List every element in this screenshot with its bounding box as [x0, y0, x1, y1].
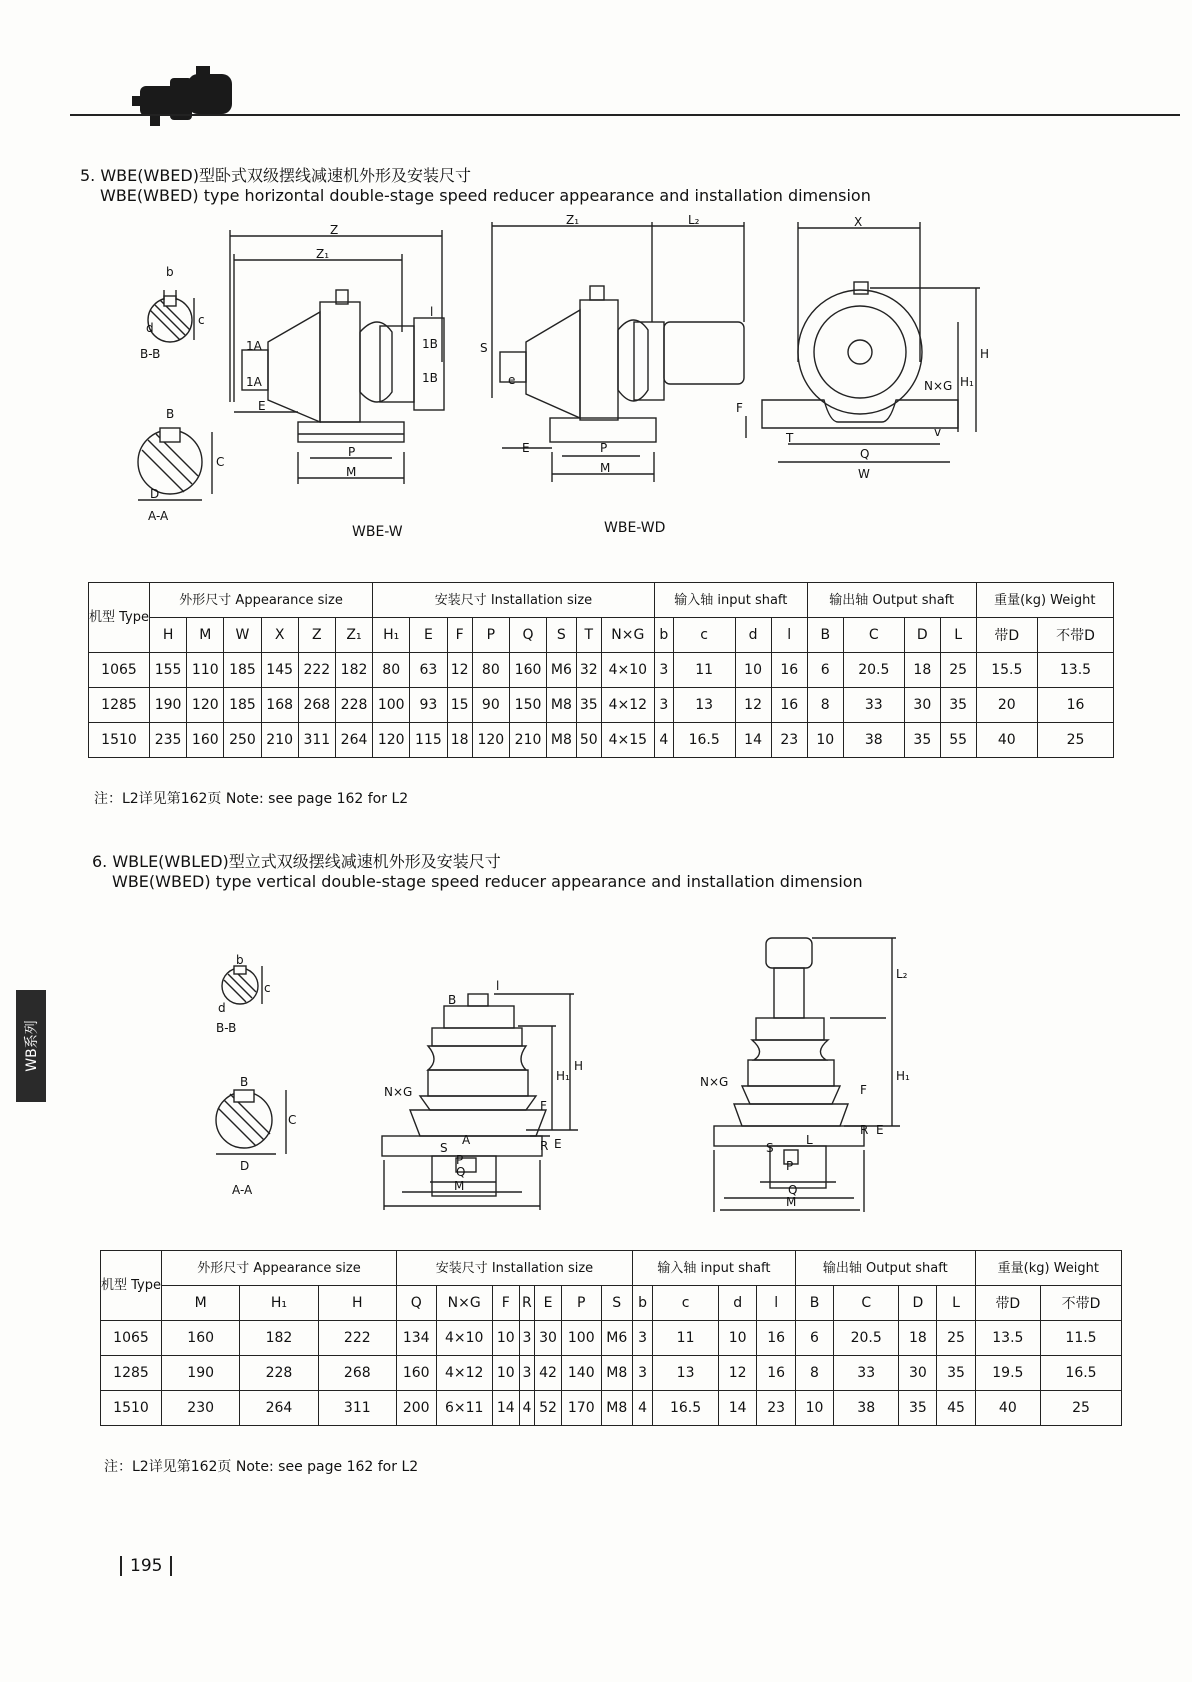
table-body [89, 653, 1114, 758]
value-cell: 10 [807, 723, 843, 758]
label-c: c [198, 313, 205, 327]
value-cell: 160 [187, 723, 224, 758]
label-s2: S [766, 1141, 774, 1155]
label-p: P [348, 445, 356, 459]
type-cell: 1065 [101, 1321, 162, 1356]
column-header: P [561, 1286, 601, 1321]
table-column-headers [89, 618, 1114, 653]
column-header: C [834, 1286, 899, 1321]
install-group-header: 安装尺寸 Installation size [396, 1251, 632, 1286]
table-row [89, 653, 1114, 688]
label-aa: A-A [232, 1183, 253, 1197]
value-cell: 3 [654, 688, 673, 723]
type-cell: 1510 [89, 723, 150, 758]
value-cell: 10 [492, 1321, 519, 1356]
value-cell: 25 [1041, 1391, 1122, 1426]
value-cell: 3 [632, 1356, 652, 1391]
page-number-text: 195 [130, 1556, 163, 1576]
label-q2: Q [788, 1183, 798, 1197]
weight-group-header: 重量(kg) Weight [975, 1251, 1121, 1286]
value-cell: 311 [318, 1391, 396, 1426]
column-header: X [261, 618, 298, 653]
value-cell: 16.5 [673, 723, 735, 758]
label-C: C [216, 455, 225, 469]
value-cell: 182 [240, 1321, 318, 1356]
value-cell: 10 [735, 653, 771, 688]
column-header: W [224, 618, 261, 653]
value-cell: 150 [509, 688, 546, 723]
table-row [89, 723, 1114, 758]
label-p2: P [786, 1159, 794, 1173]
vertical-unit-1 [382, 994, 578, 1210]
value-cell: 235 [150, 723, 187, 758]
value-cell: 93 [410, 688, 447, 723]
output-group-header: 输出轴 Output shaft [807, 583, 976, 618]
value-cell: 33 [843, 688, 904, 723]
label-a: A [462, 1133, 471, 1147]
appearance-group-header: 外形尺寸 Appearance size [162, 1251, 397, 1286]
header-rule [70, 114, 1180, 116]
value-cell: 13 [673, 688, 735, 723]
column-header: N×G [436, 1286, 492, 1321]
value-cell: M8 [601, 1391, 632, 1426]
value-cell: 8 [807, 688, 843, 723]
value-cell: 228 [335, 688, 372, 723]
value-cell: M6 [601, 1321, 632, 1356]
column-header: E [535, 1286, 562, 1321]
section5-note: 注：L2详见第162页 Note: see page 162 for L2 [94, 791, 409, 807]
column-header: L [940, 618, 976, 653]
value-cell: 52 [535, 1391, 562, 1426]
column-header: B [795, 1286, 833, 1321]
value-cell: 63 [410, 653, 447, 688]
column-header: D [904, 618, 940, 653]
value-cell: 16 [771, 688, 807, 723]
wbe-wd-drawing [492, 222, 744, 482]
value-cell: 140 [561, 1356, 601, 1391]
column-header: l [771, 618, 807, 653]
value-cell: 4×10 [436, 1321, 492, 1356]
value-cell: 18 [447, 723, 472, 758]
value-cell: 6×11 [436, 1391, 492, 1426]
label-f: F [540, 1099, 547, 1113]
value-cell: 55 [940, 723, 976, 758]
label-L: L [806, 1133, 813, 1147]
value-cell: 25 [937, 1321, 975, 1356]
value-cell: 40 [976, 723, 1037, 758]
value-cell: 80 [373, 653, 410, 688]
value-cell: 38 [843, 723, 904, 758]
label-h: H [574, 1059, 584, 1073]
value-cell: 10 [718, 1321, 756, 1356]
label-1b-bot: 1B [422, 371, 438, 385]
column-header: 带D [975, 1286, 1040, 1321]
value-cell: 10 [492, 1356, 519, 1391]
value-cell: 38 [834, 1391, 899, 1426]
value-cell: 134 [396, 1321, 436, 1356]
value-cell: 190 [162, 1356, 240, 1391]
section5-spec-table [88, 582, 1114, 758]
label-B: B [166, 407, 175, 421]
table-row [89, 688, 1114, 723]
column-header: 不带D [1041, 1286, 1122, 1321]
label-b: b [236, 953, 244, 967]
column-header: Q [396, 1286, 436, 1321]
label-p: P [456, 1153, 464, 1167]
label-e3: e [508, 373, 516, 387]
value-cell: 100 [373, 688, 410, 723]
value-cell: 160 [509, 653, 546, 688]
value-cell: 6 [807, 653, 843, 688]
label-r2: R [860, 1123, 869, 1137]
value-cell: 12 [735, 688, 771, 723]
label-nxg2: N×G [700, 1075, 729, 1089]
label-C: C [288, 1113, 297, 1127]
value-cell: 35 [937, 1356, 975, 1391]
column-header: Q [509, 618, 546, 653]
type-header: 机型 Type [101, 1251, 162, 1321]
value-cell: 12 [447, 653, 472, 688]
column-header: E [410, 618, 447, 653]
value-cell: 3 [632, 1321, 652, 1356]
label-D: D [150, 487, 160, 501]
value-cell: 185 [224, 688, 261, 723]
value-cell: 4×12 [436, 1356, 492, 1391]
column-header: T [576, 618, 601, 653]
label-nxg: N×G [384, 1085, 413, 1099]
label-nxg: N×G [924, 379, 953, 393]
label-z: Z [330, 223, 339, 237]
column-header: d [735, 618, 771, 653]
section5-title-en: WBE(WBED) type horizontal double-stage speed reducer appearance and installation dimension [100, 186, 871, 205]
label-e: E [258, 399, 266, 413]
section5-diagram [130, 213, 1120, 558]
label-l: l [496, 979, 500, 993]
column-header: H₁ [373, 618, 410, 653]
value-cell: 23 [771, 723, 807, 758]
column-header: H₁ [240, 1286, 318, 1321]
label-e2: E [522, 441, 530, 455]
label-e2: E [876, 1123, 884, 1137]
column-header: 不带D [1037, 618, 1113, 653]
label-l: l [430, 305, 434, 319]
section6-title-cn: 6. WBLE(WBLED)型立式双级摆线减速机外形及安装尺寸 [92, 852, 501, 871]
label-h1: H₁ [556, 1069, 570, 1083]
column-header: P [472, 618, 509, 653]
value-cell: 3 [654, 653, 673, 688]
label-B: B [240, 1075, 249, 1089]
column-header: Z₁ [335, 618, 372, 653]
value-cell: 19.5 [975, 1356, 1040, 1391]
value-cell: M6 [547, 653, 577, 688]
table-body [101, 1321, 1122, 1426]
appearance-group-header: 外形尺寸 Appearance size [150, 583, 373, 618]
label-r: R [540, 1139, 549, 1153]
label-1b-top: 1B [422, 337, 438, 351]
column-header: c [673, 618, 735, 653]
column-header: 带D [976, 618, 1037, 653]
value-cell: M8 [547, 723, 577, 758]
value-cell: 11 [673, 653, 735, 688]
value-cell: 13 [653, 1356, 719, 1391]
section6-note: 注：L2详见第162页 Note: see page 162 for L2 [104, 1459, 419, 1475]
value-cell: 250 [224, 723, 261, 758]
value-cell: 228 [240, 1356, 318, 1391]
value-cell: 35 [899, 1391, 937, 1426]
value-cell: 35 [576, 688, 601, 723]
caption-wbe-w: WBE-W [352, 524, 403, 540]
label-p2: P [600, 441, 608, 455]
column-header: D [899, 1286, 937, 1321]
value-cell: 33 [834, 1356, 899, 1391]
value-cell: 8 [795, 1356, 833, 1391]
value-cell: 90 [472, 688, 509, 723]
value-cell: 4 [654, 723, 673, 758]
value-cell: 268 [318, 1356, 396, 1391]
column-header: H [150, 618, 187, 653]
value-cell: 230 [162, 1391, 240, 1426]
value-cell: 16.5 [1041, 1356, 1122, 1391]
value-cell: 16 [757, 1321, 796, 1356]
column-header: c [653, 1286, 719, 1321]
column-header: M [162, 1286, 240, 1321]
value-cell: 120 [472, 723, 509, 758]
section6-title-en: WBE(WBED) type vertical double-stage speed reducer appearance and installation dimension [112, 872, 863, 891]
value-cell: 16.5 [653, 1391, 719, 1426]
value-cell: 16 [1037, 688, 1113, 723]
label-d: d [218, 1001, 226, 1015]
value-cell: M8 [601, 1356, 632, 1391]
value-cell: 311 [298, 723, 335, 758]
label-b: b [166, 265, 174, 279]
value-cell: 13.5 [1037, 653, 1113, 688]
value-cell: 13.5 [975, 1321, 1040, 1356]
value-cell: 268 [298, 688, 335, 723]
column-header: B [807, 618, 843, 653]
value-cell: 35 [940, 688, 976, 723]
value-cell: 6 [795, 1321, 833, 1356]
value-cell: 11.5 [1041, 1321, 1122, 1356]
reducer-logo-icon [130, 60, 250, 134]
value-cell: 168 [261, 688, 298, 723]
type-cell: 1285 [89, 688, 150, 723]
column-header: d [718, 1286, 756, 1321]
value-cell: 11 [653, 1321, 719, 1356]
type-cell: 1510 [101, 1391, 162, 1426]
value-cell: 10 [795, 1391, 833, 1426]
value-cell: 30 [899, 1356, 937, 1391]
label-f: F [736, 401, 743, 415]
label-bb: B-B [216, 1021, 237, 1035]
value-cell: 160 [162, 1321, 240, 1356]
value-cell: 100 [561, 1321, 601, 1356]
section6-diagram [200, 930, 1000, 1212]
label-q: Q [456, 1165, 466, 1179]
value-cell: 3 [519, 1356, 534, 1391]
vertical-unit-2 [714, 938, 900, 1212]
value-cell: 14 [718, 1391, 756, 1426]
label-h12: H₁ [896, 1069, 910, 1083]
value-cell: 20.5 [834, 1321, 899, 1356]
label-d: d [146, 321, 154, 335]
column-header: N×G [601, 618, 654, 653]
label-D: D [240, 1159, 250, 1173]
input-group-header: 输入轴 input shaft [632, 1251, 795, 1286]
column-header: F [492, 1286, 519, 1321]
type-cell: 1065 [89, 653, 150, 688]
value-cell: 145 [261, 653, 298, 688]
table-row [101, 1391, 1122, 1426]
section6-spec-table [100, 1250, 1122, 1426]
value-cell: 155 [150, 653, 187, 688]
label-1a-top: 1A [246, 339, 262, 353]
label-m2: M [600, 461, 611, 475]
wbe-w-drawing [230, 230, 444, 484]
page-number [112, 1556, 180, 1576]
value-cell: 120 [373, 723, 410, 758]
value-cell: 16 [771, 653, 807, 688]
value-cell: 15 [447, 688, 472, 723]
column-header: b [654, 618, 673, 653]
type-cell: 1285 [101, 1356, 162, 1391]
value-cell: 18 [899, 1321, 937, 1356]
value-cell: 4 [632, 1391, 652, 1426]
table-column-headers [101, 1286, 1122, 1321]
label-m: M [346, 465, 357, 479]
section5-title-cn: 5. WBE(WBED)型卧式双级摆线减速机外形及安装尺寸 [80, 166, 471, 185]
value-cell: 40 [975, 1391, 1040, 1426]
value-cell: 182 [335, 653, 372, 688]
value-cell: 264 [240, 1391, 318, 1426]
table-row [101, 1356, 1122, 1391]
column-header: R [519, 1286, 534, 1321]
value-cell: 23 [757, 1391, 796, 1426]
column-header: l [757, 1286, 796, 1321]
value-cell: 30 [535, 1321, 562, 1356]
label-v: v [934, 425, 942, 439]
label-l2: L₂ [896, 967, 908, 981]
value-cell: 25 [1037, 723, 1113, 758]
value-cell: 190 [150, 688, 187, 723]
label-f2: F [860, 1083, 867, 1097]
label-x: X [854, 215, 863, 229]
value-cell: 185 [224, 653, 261, 688]
label-aa: A-A [148, 509, 169, 523]
label-bb: B-B [140, 347, 161, 361]
column-header: C [843, 618, 904, 653]
column-header: M [187, 618, 224, 653]
weight-group-header: 重量(kg) Weight [976, 583, 1113, 618]
value-cell: 3 [519, 1321, 534, 1356]
column-header: b [632, 1286, 652, 1321]
label-h: H [980, 347, 990, 361]
label-h1: H₁ [960, 375, 974, 389]
column-header: L [937, 1286, 975, 1321]
label-z1-wd: Z₁ [566, 213, 580, 227]
value-cell: 35 [904, 723, 940, 758]
value-cell: 4×10 [601, 653, 654, 688]
label-bl: B [448, 993, 457, 1007]
label-e: E [554, 1137, 562, 1151]
value-cell: 16 [757, 1356, 796, 1391]
value-cell: 4×12 [601, 688, 654, 723]
value-cell: 200 [396, 1391, 436, 1426]
label-t: T [786, 431, 794, 445]
value-cell: 18 [904, 653, 940, 688]
value-cell: 210 [261, 723, 298, 758]
value-cell: 4×15 [601, 723, 654, 758]
value-cell: 170 [561, 1391, 601, 1426]
label-z1: Z₁ [316, 247, 330, 261]
value-cell: 160 [396, 1356, 436, 1391]
column-header: S [601, 1286, 632, 1321]
label-c: c [264, 981, 271, 995]
value-cell: 222 [318, 1321, 396, 1356]
value-cell: 110 [187, 653, 224, 688]
value-cell: 12 [718, 1356, 756, 1391]
column-header: Z [298, 618, 335, 653]
value-cell: 30 [904, 688, 940, 723]
value-cell: 120 [187, 688, 224, 723]
value-cell: 25 [940, 653, 976, 688]
label-1a-bot: 1A [246, 375, 262, 389]
column-header: S [547, 618, 577, 653]
value-cell: 20.5 [843, 653, 904, 688]
table-row [101, 1321, 1122, 1356]
label-q: Q [860, 447, 870, 461]
label-s: S [440, 1141, 448, 1155]
value-cell: 15.5 [976, 653, 1037, 688]
value-cell: 210 [509, 723, 546, 758]
value-cell: M8 [547, 688, 577, 723]
end-view-drawing [746, 222, 980, 462]
value-cell: 45 [937, 1391, 975, 1426]
install-group-header: 安装尺寸 Installation size [373, 583, 655, 618]
input-group-header: 输入轴 input shaft [654, 583, 807, 618]
caption-wbe-wd: WBE-WD [604, 520, 666, 536]
value-cell: 80 [472, 653, 509, 688]
series-side-tab [16, 990, 46, 1102]
label-s: S [480, 341, 488, 355]
label-m2: M [786, 1195, 797, 1209]
label-m: M [454, 1179, 465, 1193]
value-cell: 14 [735, 723, 771, 758]
value-cell: 42 [535, 1356, 562, 1391]
value-cell: 20 [976, 688, 1037, 723]
value-cell: 4 [519, 1391, 534, 1426]
value-cell: 32 [576, 653, 601, 688]
column-header: F [447, 618, 472, 653]
side-tab-label: WB系列 [24, 1020, 40, 1072]
value-cell: 50 [576, 723, 601, 758]
output-group-header: 输出轴 Output shaft [795, 1251, 975, 1286]
label-w: W [858, 467, 870, 481]
column-header: H [318, 1286, 396, 1321]
value-cell: 14 [492, 1391, 519, 1426]
value-cell: 115 [410, 723, 447, 758]
label-l2: L₂ [688, 213, 700, 227]
type-header: 机型 Type [89, 583, 150, 653]
value-cell: 222 [298, 653, 335, 688]
value-cell: 264 [335, 723, 372, 758]
